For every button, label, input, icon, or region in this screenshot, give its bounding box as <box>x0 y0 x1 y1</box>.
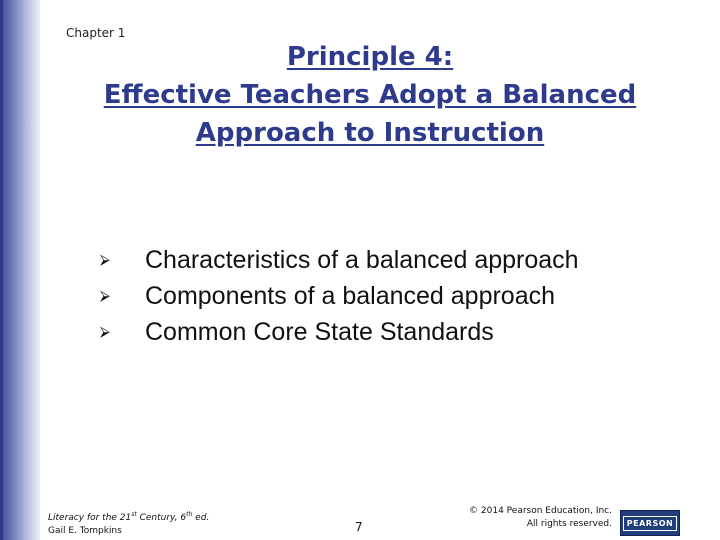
title-line-3: Approach to Instruction <box>195 118 545 148</box>
pearson-logo <box>620 510 680 536</box>
list-item <box>100 242 579 278</box>
copyright-line: © 2014 Pearson Education, Inc. <box>469 506 612 516</box>
slide-title <box>40 38 700 152</box>
bullet-text: Components of a balanced approach <box>145 281 556 310</box>
pearson-logo-text: PEARSON <box>623 516 677 531</box>
arrowhead-bullet-icon: ⮚ <box>100 324 110 340</box>
book-title-part: ed. <box>192 513 210 523</box>
footer-book-credit <box>48 508 209 538</box>
copyright-notice <box>469 505 612 531</box>
book-title-part: Century, 6 <box>136 513 187 523</box>
chapter-label: Chapter 1 <box>66 26 126 40</box>
book-title-part: Literacy for the 21 <box>48 513 132 523</box>
list-item <box>100 278 579 314</box>
arrowhead-bullet-icon: ⮚ <box>100 252 110 268</box>
bullet-list <box>100 242 579 350</box>
list-item <box>100 314 579 350</box>
title-line-1: Principle 4: <box>286 42 454 72</box>
title-line-2: Effective Teachers Adopt a Balanced <box>103 80 637 110</box>
book-author: Gail E. Tompkins <box>48 526 122 536</box>
left-gradient-band <box>0 0 40 540</box>
bullet-text: Characteristics of a balanced approach <box>145 245 579 274</box>
arrowhead-bullet-icon: ⮚ <box>100 288 110 304</box>
bullet-text: Common Core State Standards <box>145 317 494 346</box>
left-edge-line <box>0 0 3 540</box>
book-title-sup: st <box>131 511 137 518</box>
book-title <box>48 508 209 525</box>
book-title-sup: th <box>186 511 193 518</box>
copyright-line: All rights reserved. <box>526 519 612 529</box>
page-number: 7 <box>355 520 363 534</box>
